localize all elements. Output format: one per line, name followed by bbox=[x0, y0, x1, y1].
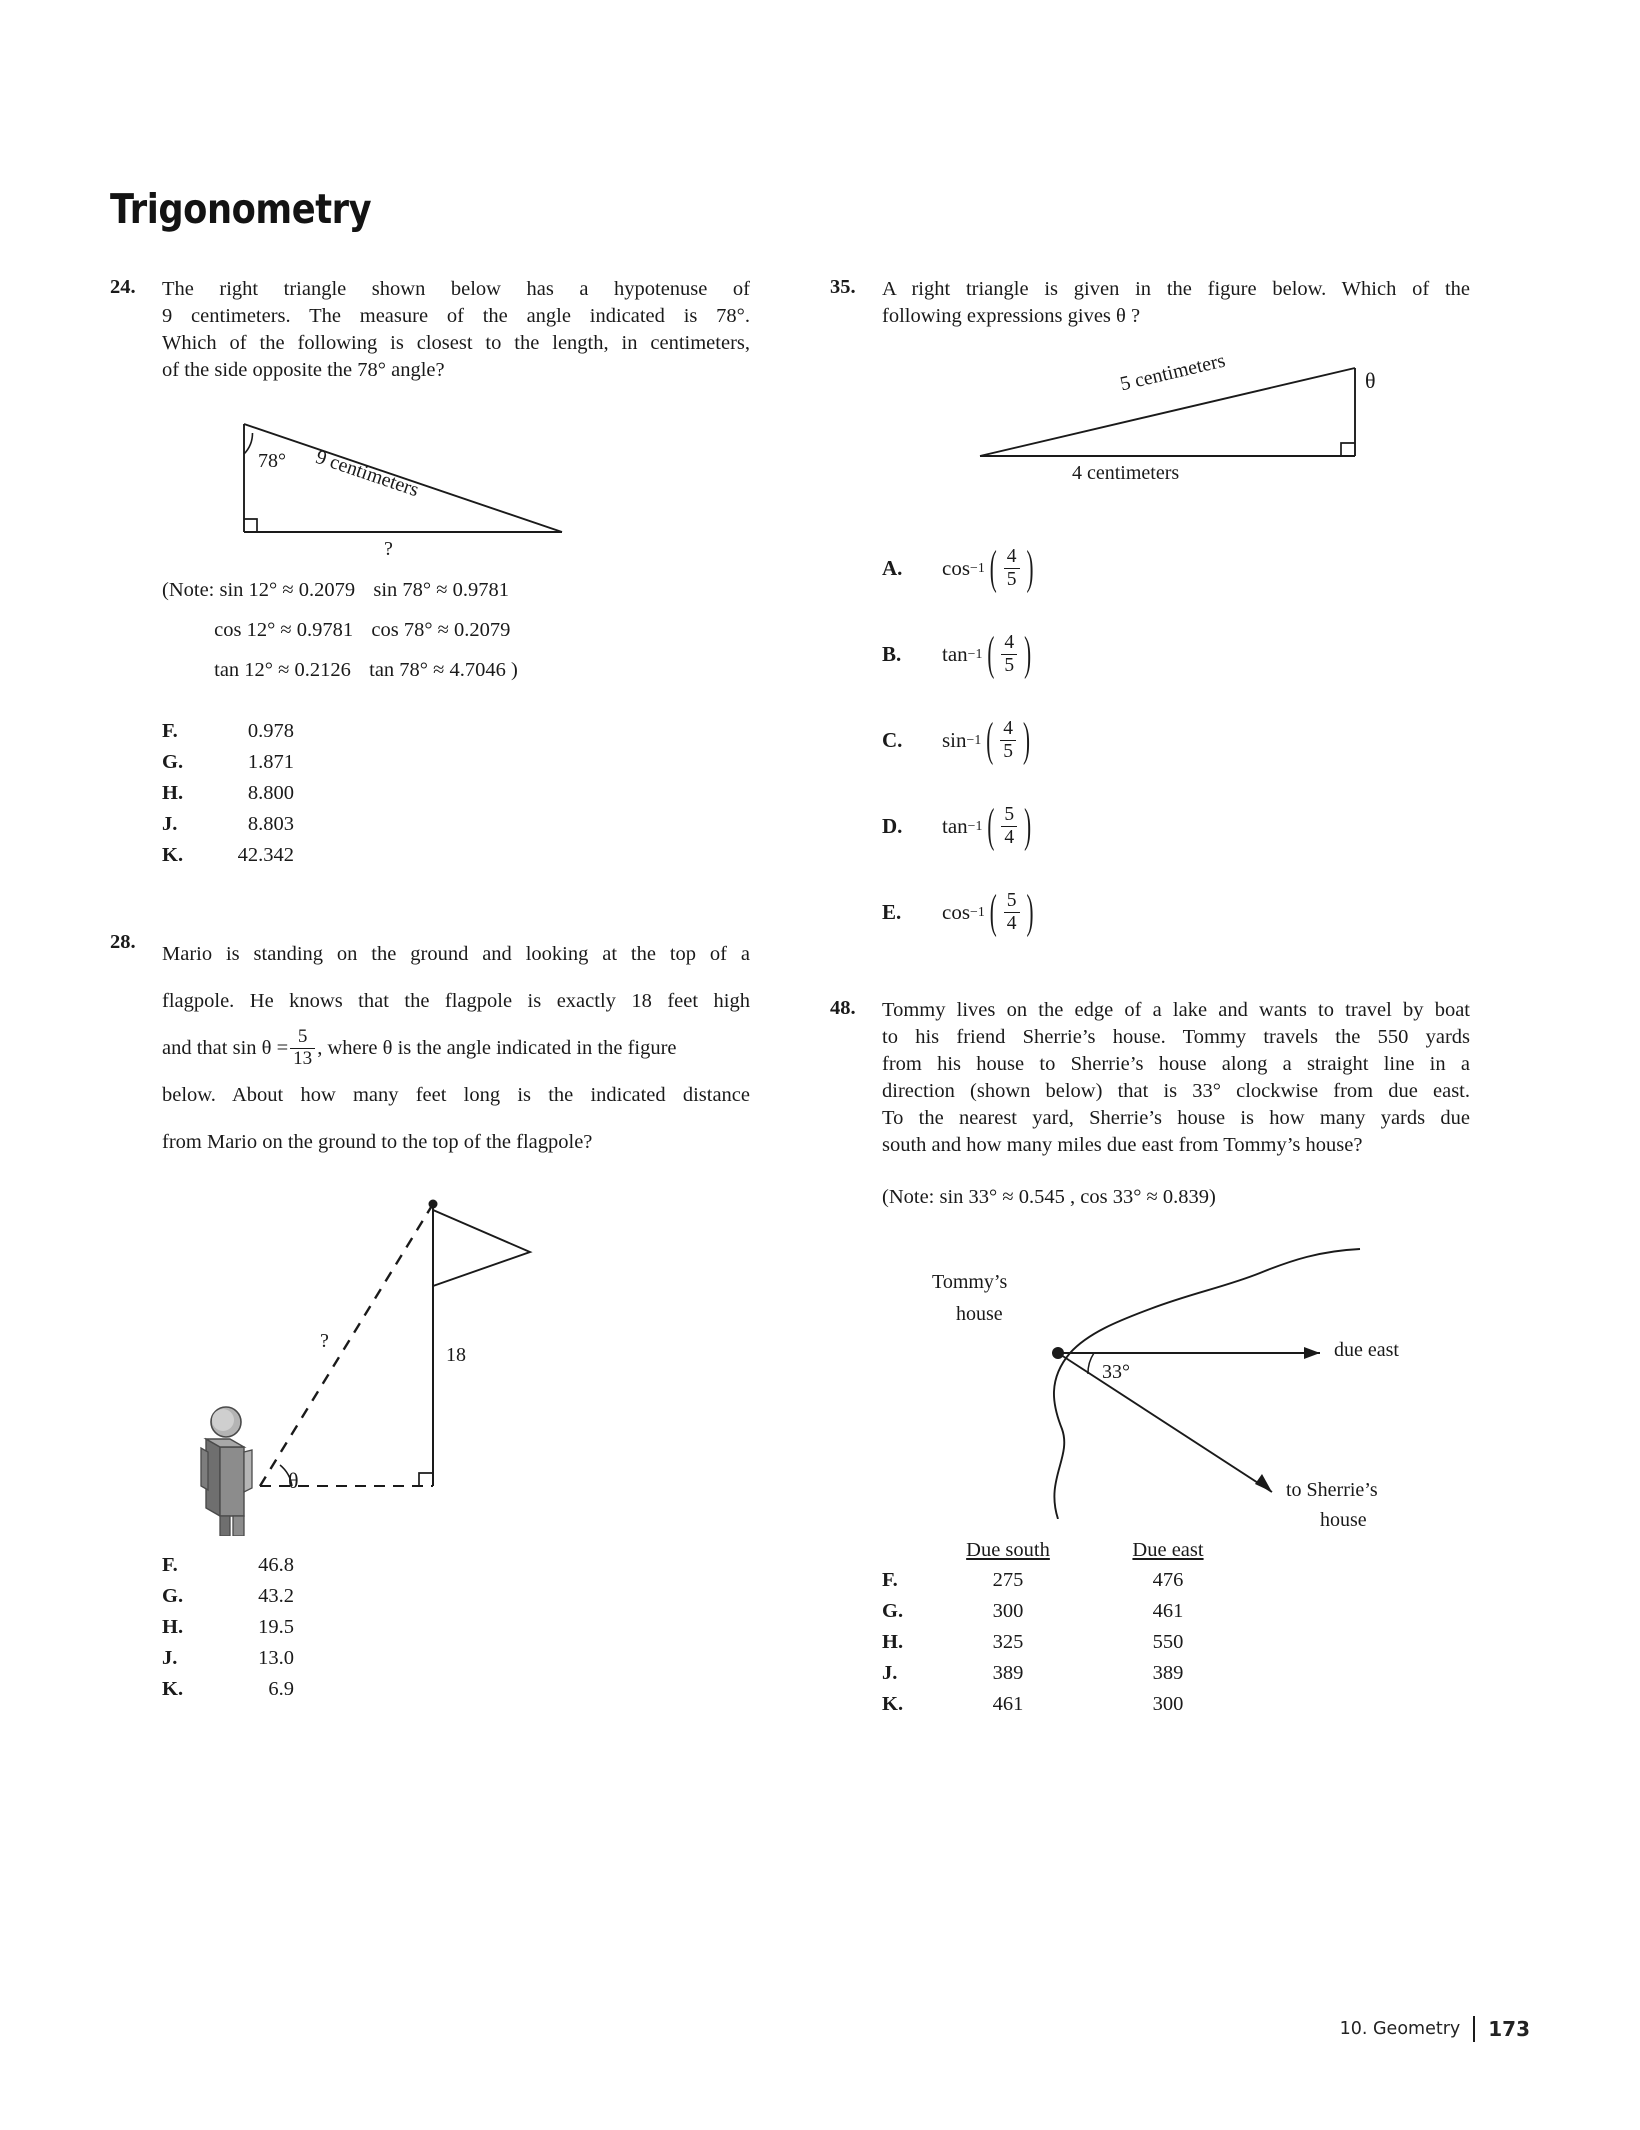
q48-line-1: Tommy lives on the edge of a lake and wants to travel by boat bbox=[882, 999, 1470, 1021]
cell-due-east: 300 bbox=[1152, 1693, 1184, 1715]
question-35-number: 35. bbox=[830, 276, 856, 298]
choice-row[interactable] bbox=[162, 1581, 750, 1612]
fraction-numerator: 4 bbox=[1003, 718, 1014, 740]
choice-label: A. bbox=[882, 555, 903, 580]
page-footer bbox=[1340, 2016, 1530, 2042]
question-48 bbox=[830, 997, 1470, 1159]
choice-label: J. bbox=[162, 813, 178, 835]
cell-due-south: 275 bbox=[992, 1569, 1024, 1591]
question-28-text bbox=[162, 931, 750, 1166]
question-24-note bbox=[162, 570, 750, 690]
choice-value: 8.803 bbox=[247, 813, 294, 835]
fraction-denominator: 13 bbox=[290, 1048, 315, 1070]
choice-row[interactable] bbox=[882, 869, 1470, 955]
choice-row[interactable] bbox=[162, 778, 750, 809]
choice-label: K. bbox=[882, 1693, 904, 1715]
q24-line-3: Which of the following is closest to the length, in centimeters, bbox=[162, 332, 750, 354]
question-24-choices bbox=[162, 716, 750, 871]
left-paren-icon: ( bbox=[989, 883, 997, 938]
q28-line-4: below. About how many feet long is the indicated distance bbox=[162, 1084, 750, 1106]
q48-sherrie-label-line2: house bbox=[1320, 1509, 1367, 1531]
trig-function: cos bbox=[942, 899, 970, 924]
choice-label: H. bbox=[162, 782, 184, 804]
left-paren-icon: ( bbox=[986, 711, 994, 766]
page-number: 173 bbox=[1488, 2017, 1530, 2041]
question-35-figure bbox=[860, 346, 1470, 521]
q24-angle-label: 78° bbox=[258, 450, 286, 472]
q24-hypotenuse-label: 9 centimeters bbox=[312, 446, 422, 502]
choice-label: J. bbox=[162, 1647, 178, 1669]
fraction-numerator: 4 bbox=[1004, 632, 1015, 654]
choice-value: 42.342 bbox=[237, 844, 294, 866]
fraction bbox=[1001, 632, 1017, 675]
choice-label: H. bbox=[162, 1616, 184, 1638]
q24-note-2b: cos 78° ≈ 0.2079 bbox=[371, 619, 511, 641]
question-28-choices bbox=[162, 1550, 750, 1705]
q24-unknown-label: ? bbox=[384, 538, 393, 560]
choice-row[interactable] bbox=[162, 809, 750, 840]
cell-due-east: 476 bbox=[1152, 1569, 1184, 1591]
person-icon bbox=[201, 1407, 252, 1536]
choice-label: G. bbox=[162, 751, 184, 773]
q35-base-label: 4 centimeters bbox=[1072, 462, 1180, 484]
column-header-due-east: Due east bbox=[1132, 1539, 1204, 1561]
cell-due-south: 300 bbox=[992, 1600, 1024, 1622]
fraction bbox=[1000, 718, 1016, 761]
fraction-denominator: 4 bbox=[1001, 826, 1017, 848]
choice-label: G. bbox=[882, 1600, 904, 1622]
q24-note-1a: sin 12° ≈ 0.2079 bbox=[219, 579, 356, 601]
question-48-number: 48. bbox=[830, 997, 856, 1019]
q28-height-label: 18 bbox=[446, 1344, 466, 1366]
q24-note-3b: tan 78° ≈ 4.7046 ) bbox=[369, 659, 518, 681]
q35-angle-label: θ bbox=[1365, 368, 1376, 393]
q24-note-1b: sin 78° ≈ 0.9781 bbox=[373, 579, 509, 601]
q28-unknown-label: ? bbox=[320, 1330, 329, 1352]
table-row[interactable] bbox=[882, 1565, 1470, 1596]
question-35 bbox=[830, 276, 1470, 330]
fraction-numerator: 4 bbox=[1006, 546, 1017, 568]
trig-function: tan bbox=[942, 813, 968, 838]
q48-line-6: south and how many miles due east from Tommy’s house? bbox=[882, 1134, 1363, 1156]
right-column bbox=[830, 276, 1470, 1720]
choice-row[interactable] bbox=[162, 1612, 750, 1643]
q35-line-2: following expressions gives θ ? bbox=[882, 305, 1141, 327]
choice-label: F. bbox=[882, 1569, 898, 1591]
q48-line-2: to his friend Sherrie’s house. Tommy travels the 550 yards bbox=[882, 1026, 1470, 1048]
question-48-note: (Note: sin 33° ≈ 0.545 , cos 33° ≈ 0.839) bbox=[882, 1186, 1216, 1208]
choice-row[interactable] bbox=[882, 783, 1470, 869]
q28-angle-label: θ bbox=[288, 1468, 299, 1493]
choice-row[interactable] bbox=[162, 716, 750, 747]
fraction-denominator: 5 bbox=[1001, 654, 1017, 676]
fraction-numerator: 5 bbox=[1006, 890, 1017, 912]
question-24-text bbox=[162, 276, 750, 384]
q28-line-1: Mario is standing on the ground and looking at the top of a bbox=[162, 943, 750, 965]
trig-function: sin bbox=[942, 727, 967, 752]
q48-line-3: from his house to Sherrie’s house along a straight line in a bbox=[882, 1053, 1470, 1075]
left-paren-icon: ( bbox=[987, 625, 995, 680]
q48-tommy-label-line1: Tommy’s bbox=[932, 1271, 1008, 1293]
q24-note-line-3 bbox=[162, 650, 750, 690]
fraction-numerator: 5 bbox=[297, 1026, 308, 1048]
question-35-choices bbox=[882, 525, 1470, 955]
q24-note-line-1 bbox=[162, 570, 750, 610]
choice-expression bbox=[942, 711, 1035, 766]
choice-label: D. bbox=[882, 813, 903, 838]
choice-expression bbox=[942, 883, 1039, 938]
choice-value: 1.871 bbox=[247, 751, 294, 773]
question-48-text bbox=[882, 997, 1470, 1159]
trig-function: cos bbox=[942, 555, 970, 580]
choice-value: 46.8 bbox=[258, 1554, 294, 1576]
page-title: Trigonometry bbox=[110, 185, 372, 233]
choice-label: H. bbox=[882, 1631, 904, 1653]
column-header-due-south: Due south bbox=[966, 1539, 1050, 1561]
question-28-number: 28. bbox=[110, 931, 136, 953]
choice-row[interactable] bbox=[162, 747, 750, 778]
question-48-figure bbox=[840, 1229, 1470, 1529]
inverse-exponent: −1 bbox=[970, 560, 985, 575]
q24-note-line-2 bbox=[162, 610, 750, 650]
choice-row[interactable] bbox=[162, 1674, 750, 1705]
q24-line-1: The right triangle shown below has a hypotenuse of bbox=[162, 278, 750, 300]
choice-row[interactable] bbox=[882, 611, 1470, 697]
table-header-row bbox=[882, 1535, 1470, 1565]
choice-label: J. bbox=[882, 1662, 898, 1684]
inverse-exponent: −1 bbox=[967, 818, 983, 833]
q28-line-3a: and that sin θ = bbox=[162, 1037, 289, 1059]
q24-note-3a: tan 12° ≈ 0.2126 bbox=[214, 659, 351, 681]
choice-expression bbox=[942, 797, 1036, 852]
cell-due-south: 389 bbox=[992, 1662, 1024, 1684]
left-column bbox=[110, 276, 750, 1705]
right-paren-icon: ) bbox=[1024, 797, 1032, 852]
q28-line-2: flagpole. He knows that the flagpole is exactly 18 feet high bbox=[162, 990, 750, 1012]
trig-function: tan bbox=[942, 641, 968, 666]
table-row[interactable] bbox=[882, 1596, 1470, 1627]
choice-label: K. bbox=[162, 1678, 184, 1700]
fraction-denominator: 5 bbox=[1004, 568, 1020, 590]
question-28 bbox=[110, 931, 750, 1166]
q24-note-prefix: (Note: bbox=[162, 579, 215, 601]
choice-value: 8.800 bbox=[247, 782, 294, 804]
q35-line-1: A right triangle is given in the figure below. Which of the bbox=[882, 278, 1470, 300]
right-paren-icon: ) bbox=[1026, 883, 1034, 938]
q48-line-5: To the nearest yard, Sherrie’s house is how many yards due bbox=[882, 1107, 1470, 1129]
inverse-exponent: −1 bbox=[966, 732, 982, 747]
q24-line-4: of the side opposite the 78° angle? bbox=[162, 359, 445, 381]
choice-row[interactable] bbox=[162, 1643, 750, 1674]
cell-due-south: 461 bbox=[992, 1693, 1024, 1715]
choice-expression bbox=[942, 539, 1039, 594]
q24-line-2: 9 centimeters. The measure of the angle indicated is 78°. bbox=[162, 305, 750, 327]
sin-theta-fraction bbox=[290, 1027, 315, 1069]
choice-label: E. bbox=[882, 899, 902, 924]
right-paren-icon: ) bbox=[1023, 711, 1031, 766]
choice-row[interactable] bbox=[162, 840, 750, 871]
q48-angle-label: 33° bbox=[1102, 1361, 1130, 1383]
inverse-exponent: −1 bbox=[970, 904, 985, 919]
choice-expression bbox=[942, 625, 1036, 680]
question-24-figure bbox=[162, 402, 750, 570]
choice-label: K. bbox=[162, 844, 184, 866]
q48-tommy-label-line2: house bbox=[956, 1303, 1003, 1325]
footer-chapter-label: 10. Geometry bbox=[1339, 2019, 1461, 2039]
cell-due-east: 389 bbox=[1152, 1662, 1184, 1684]
choice-value: 43.2 bbox=[258, 1585, 294, 1607]
table-row[interactable] bbox=[882, 1627, 1470, 1658]
q28-line-5: from Mario on the ground to the top of the flagpole? bbox=[162, 1131, 593, 1153]
left-paren-icon: ( bbox=[989, 539, 997, 594]
table-row[interactable] bbox=[882, 1658, 1470, 1689]
fraction bbox=[1001, 804, 1017, 847]
choice-label: F. bbox=[162, 1554, 178, 1576]
table-row[interactable] bbox=[882, 1689, 1470, 1720]
question-35-text bbox=[882, 276, 1470, 330]
choice-value: 0.978 bbox=[247, 720, 294, 742]
left-paren-icon: ( bbox=[987, 797, 995, 852]
choice-label: F. bbox=[162, 720, 178, 742]
q48-sherrie-label-line1: to Sherrie’s bbox=[1286, 1479, 1378, 1501]
fraction-denominator: 5 bbox=[1000, 740, 1016, 762]
fraction-numerator: 5 bbox=[1004, 804, 1015, 826]
question-48-choices-table bbox=[882, 1535, 1470, 1720]
choice-row[interactable] bbox=[882, 697, 1470, 783]
question-24-number: 24. bbox=[110, 276, 136, 298]
choice-label: G. bbox=[162, 1585, 184, 1607]
right-paren-icon: ) bbox=[1026, 539, 1034, 594]
q48-line-4: direction (shown below) that is 33° clockwise from due east. bbox=[882, 1080, 1470, 1102]
choice-value: 13.0 bbox=[258, 1647, 294, 1669]
choice-label: C. bbox=[882, 727, 903, 752]
fraction-denominator: 4 bbox=[1004, 912, 1020, 934]
choice-label: B. bbox=[882, 641, 902, 666]
choice-value: 19.5 bbox=[258, 1616, 294, 1638]
choice-row[interactable] bbox=[882, 525, 1470, 611]
fraction bbox=[1004, 546, 1020, 589]
fraction bbox=[1004, 890, 1020, 933]
q35-hypotenuse-label: 5 centimeters bbox=[1118, 349, 1228, 396]
footer-divider bbox=[1473, 2016, 1475, 2042]
choice-row[interactable] bbox=[162, 1550, 750, 1581]
cell-due-east: 550 bbox=[1152, 1631, 1184, 1653]
flagpole-figure-28 bbox=[140, 1186, 580, 1536]
cell-due-east: 461 bbox=[1152, 1600, 1184, 1622]
question-24 bbox=[110, 276, 750, 384]
inverse-exponent: −1 bbox=[967, 646, 983, 661]
choice-value: 6.9 bbox=[268, 1678, 294, 1700]
right-paren-icon: ) bbox=[1024, 625, 1032, 680]
cell-due-south: 325 bbox=[992, 1631, 1024, 1653]
q28-line-3b: , where θ is the angle indicated in the figure bbox=[317, 1037, 677, 1059]
question-28-figure bbox=[140, 1186, 750, 1546]
q48-due-east-label: due east bbox=[1334, 1339, 1399, 1361]
q28-line-3 bbox=[162, 1025, 750, 1072]
q24-note-2a: cos 12° ≈ 0.9781 bbox=[214, 619, 354, 641]
